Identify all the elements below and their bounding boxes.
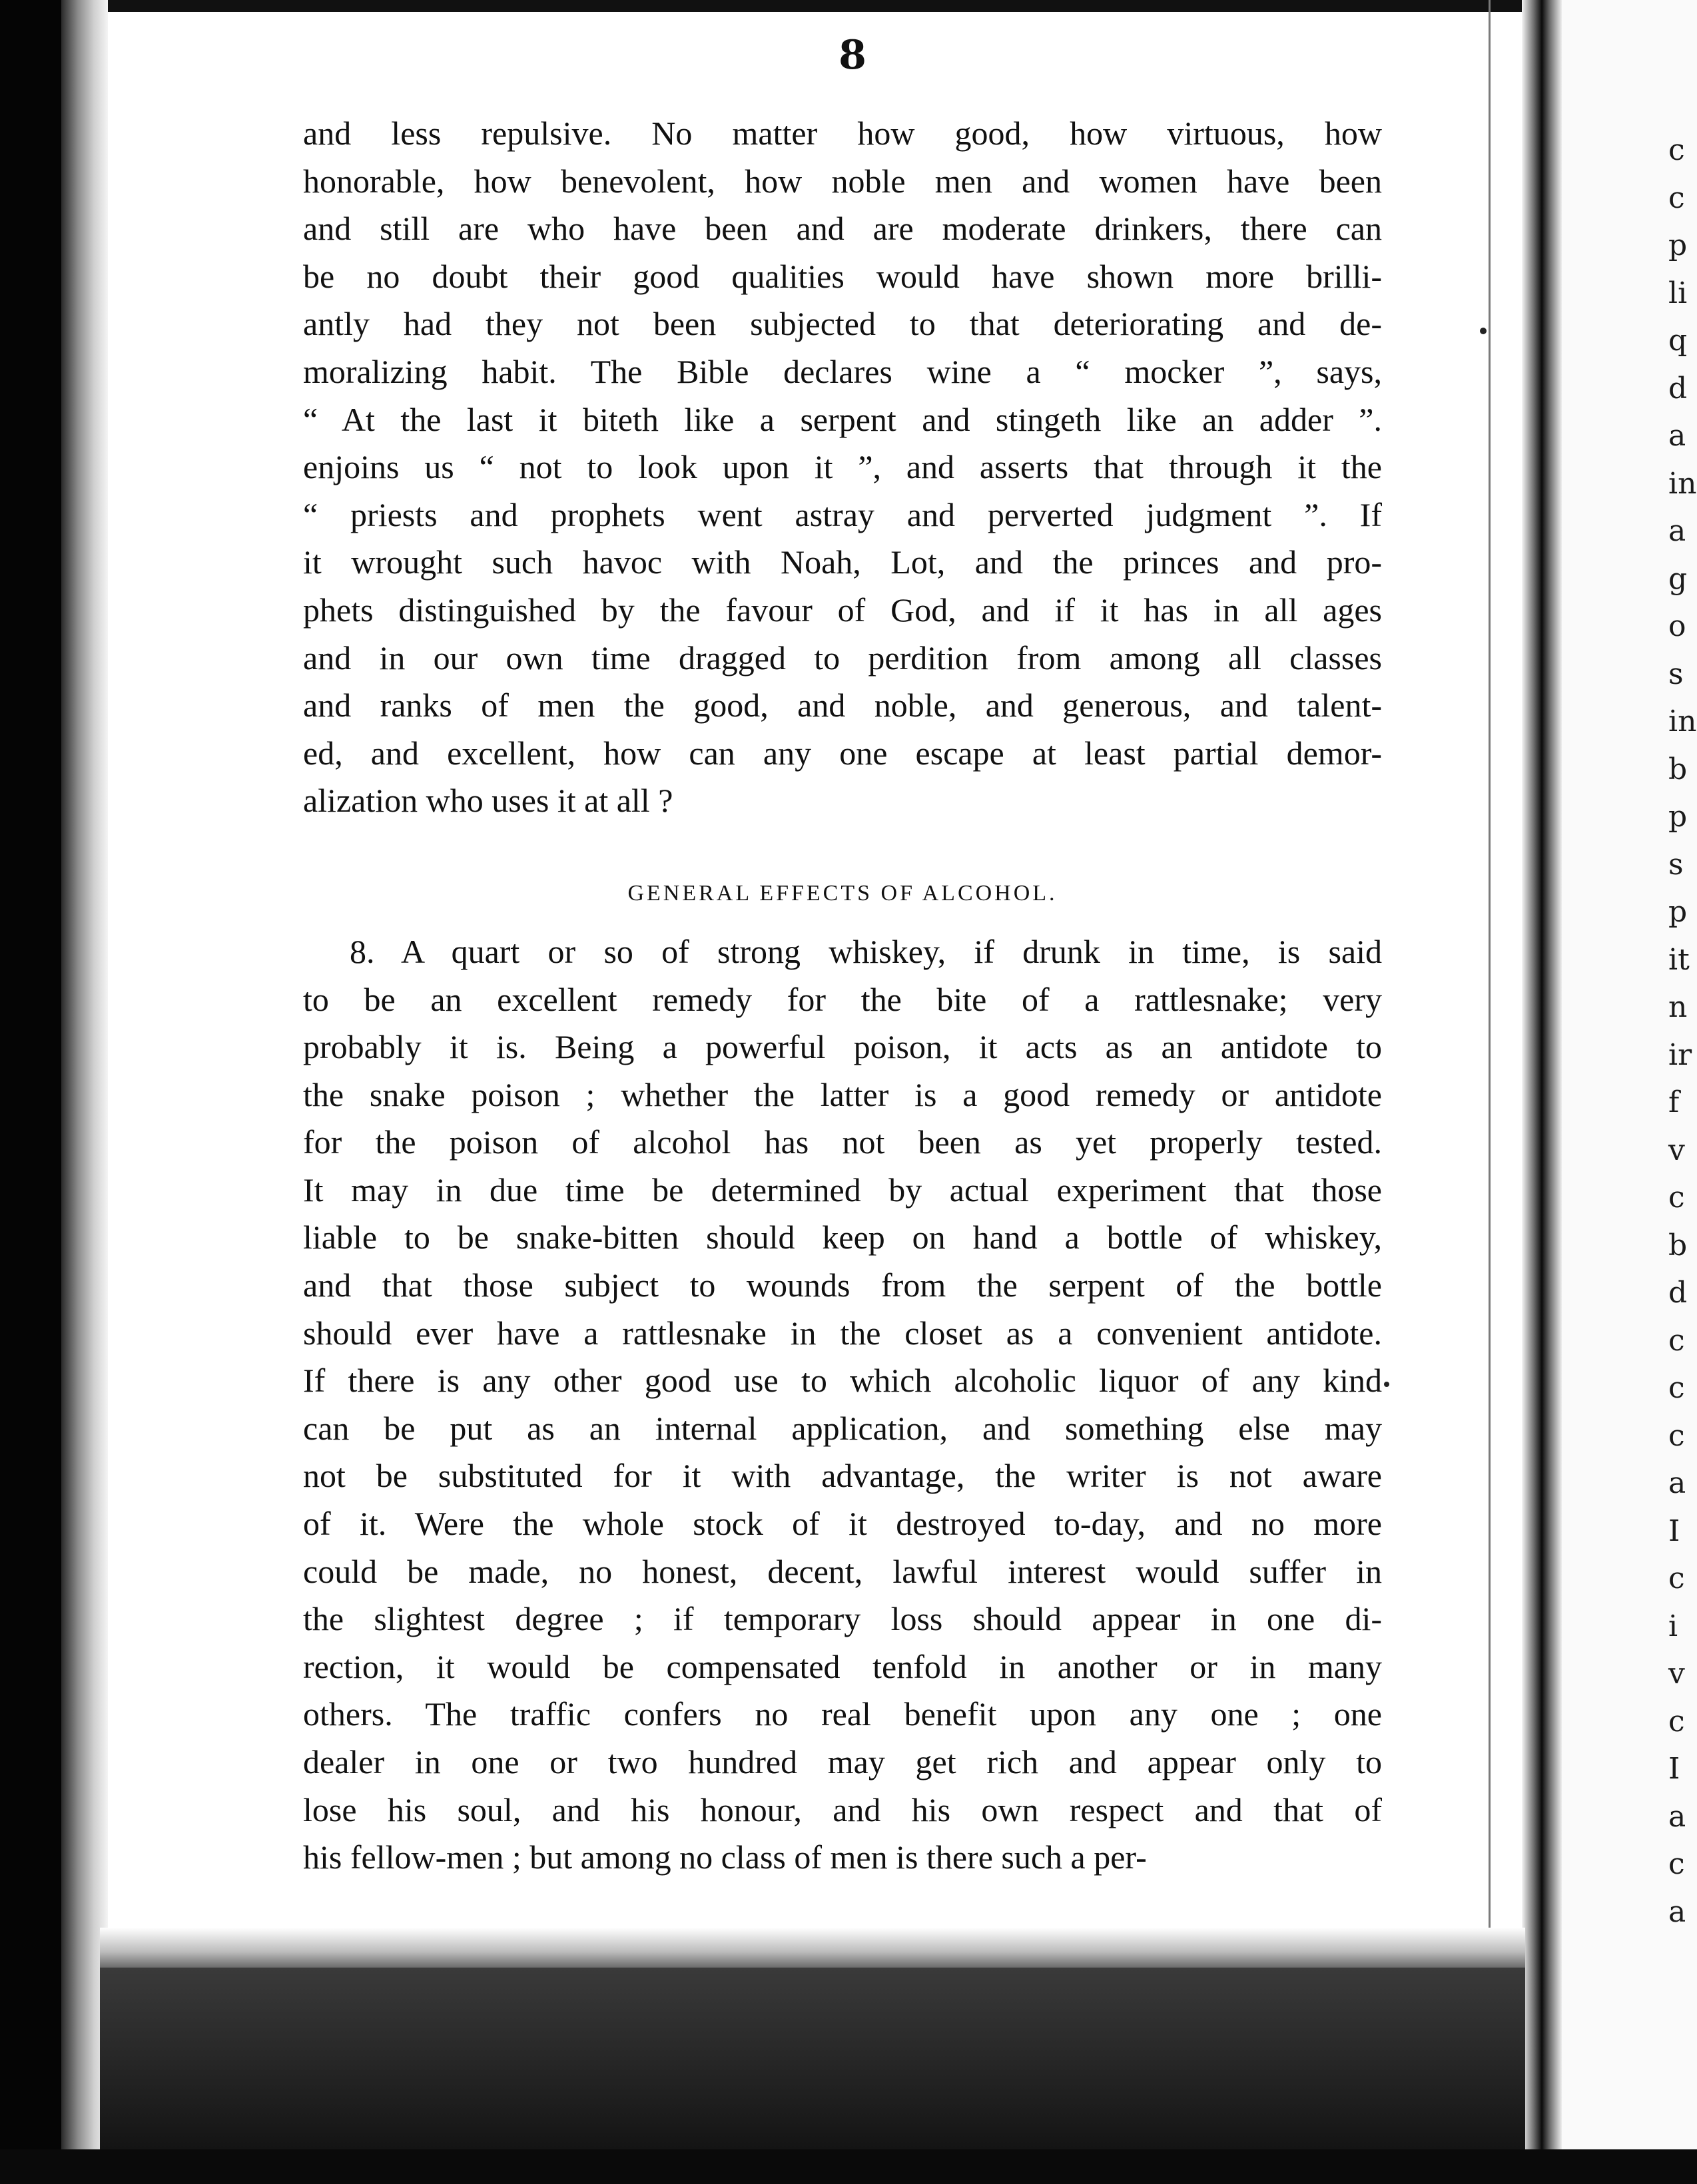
text-line: 8. A quart or so of strong whiskey, if drunk in time, is said	[350, 932, 1382, 970]
text-line: moralizing habit. The Bible declares wine a “ mocker ”, says,	[303, 352, 1382, 390]
text-line: others. The traffic confers no real benefit upon any one ; one	[303, 1695, 1382, 1733]
paragraph-2	[303, 928, 1382, 1882]
next-page-line-fragment: a	[1668, 419, 1686, 453]
next-page-text-fragment	[1668, 127, 1697, 1936]
next-page-line-fragment: I	[1668, 1752, 1680, 1786]
text-line: dealer in one or two hundred may get rich and appear only to	[303, 1743, 1382, 1780]
ink-speck	[1384, 1382, 1389, 1387]
text-line: ed, and excellent, how can any one escape at least partial demor-	[303, 734, 1382, 772]
scan-border-top	[0, 0, 1697, 12]
next-page-line-fragment: s	[1668, 847, 1684, 882]
text-line: phets distinguished by the favour of God, and if it has in all ages	[303, 591, 1382, 629]
ink-speck	[1480, 328, 1487, 334]
page-bottom-shadow	[100, 1928, 1525, 1968]
scan-border-bottom	[0, 2149, 1697, 2184]
text-line: probably it is. Being a powerful poison, it acts as an antidote to	[303, 1028, 1382, 1066]
next-page-line-fragment: q	[1668, 324, 1688, 358]
next-page-line-fragment: c	[1668, 1704, 1685, 1739]
next-page-line-fragment: c	[1668, 1323, 1685, 1358]
next-page-line-fragment: c	[1668, 1418, 1685, 1453]
next-page-line-fragment: n	[1668, 990, 1688, 1024]
next-page-line-fragment: in	[1668, 466, 1697, 501]
text-line: enjoins us “ not to look upon it ”, and asserts that through it the	[303, 448, 1382, 486]
next-page-line-fragment: v	[1668, 1133, 1685, 1167]
page-body	[303, 110, 1382, 1882]
text-line: of it. Were the whole stock of it destroyed to-day, and no more	[303, 1505, 1382, 1543]
text-line: not be substituted for it with advantage, the writer is not aware	[303, 1457, 1382, 1495]
next-page-line-fragment: f	[1668, 1085, 1680, 1119]
text-line: and ranks of men the good, and noble, and generous, and talent-	[303, 686, 1382, 724]
book-gutter	[1522, 0, 1562, 2149]
text-line: and less repulsive. No matter how good, how virtuous, how	[303, 115, 1382, 152]
next-page-line-fragment: o	[1668, 609, 1686, 643]
paragraph-1	[303, 110, 1382, 825]
next-page-line-fragment: I	[1668, 1513, 1680, 1548]
next-page-line-fragment: d	[1668, 1276, 1688, 1310]
text-line: his fellow-men ; but among no class of men is there such a per-	[303, 1838, 1147, 1876]
text-line: “ At the last it biteth like a serpent and stingeth like an adder ”.	[303, 400, 1382, 438]
next-page-line-fragment: a	[1668, 1466, 1686, 1500]
page-fold-line	[1489, 0, 1491, 1971]
page-edge-shadow	[61, 0, 108, 2184]
text-line: could be made, no honest, decent, lawful interest would suffer in	[303, 1552, 1382, 1590]
next-page-line-fragment: p	[1668, 895, 1688, 929]
next-page-line-fragment: d	[1668, 371, 1688, 406]
text-line: rection, it would be compensated tenfold in another or in many	[303, 1647, 1382, 1685]
next-page-line-fragment: ir	[1668, 1037, 1692, 1072]
next-page-line-fragment: c	[1668, 1181, 1685, 1215]
text-line: and still are who have been and are moderate drinkers, there can	[303, 210, 1382, 248]
next-page-line-fragment: a	[1668, 514, 1686, 548]
section-heading: GENERAL EFFECTS OF ALCOHOL.	[627, 880, 1058, 906]
text-line: should ever have a rattlesnake in the closet as a convenient antidote.	[303, 1314, 1382, 1352]
text-line: for the poison of alcohol has not been as yet properly tested.	[303, 1123, 1382, 1161]
text-line: it wrought such havoc with Noah, Lot, and the princes and pro-	[303, 543, 1382, 581]
text-line: be no doubt their good qualities would have shown more brilli-	[303, 257, 1382, 295]
next-page-line-fragment: c	[1668, 1561, 1685, 1595]
next-page-line-fragment: g	[1668, 561, 1688, 596]
next-page-line-fragment: p	[1668, 800, 1688, 834]
text-line: the slightest degree ; if temporary loss should appear in one di-	[303, 1600, 1382, 1638]
next-page-line-fragment: it	[1668, 942, 1690, 977]
next-page-line-fragment: c	[1668, 180, 1685, 215]
next-page-line-fragment: c	[1668, 1371, 1685, 1405]
next-page-line-fragment: a	[1668, 1894, 1686, 1929]
page-bottom-edge	[100, 1968, 1525, 2149]
next-page-line-fragment: i	[1668, 1609, 1678, 1643]
text-line: and in our own time dragged to perdition from among all classes	[303, 639, 1382, 677]
text-line: to be an excellent remedy for the bite of a rattlesnake; very	[303, 980, 1382, 1018]
text-line: and that those subject to wounds from the serpent of the bottle	[303, 1266, 1382, 1304]
next-page-line-fragment: a	[1668, 1799, 1686, 1834]
next-page-line-fragment: c	[1668, 1847, 1685, 1881]
page-number: 8	[839, 32, 866, 79]
text-line: liable to be snake-bitten should keep on hand a bottle of whiskey,	[303, 1219, 1382, 1256]
text-line: “ priests and prophets went astray and perverted judgment ”. If	[303, 495, 1382, 533]
text-line: If there is any other good use to which alcoholic liquor of any kind	[303, 1362, 1382, 1400]
text-line: alization who uses it at all ?	[303, 782, 673, 820]
scan-border-left	[0, 0, 61, 2184]
next-page-line-fragment: v	[1668, 1657, 1685, 1691]
next-page-line-fragment: c	[1668, 133, 1685, 167]
next-page-line-fragment: li	[1668, 276, 1688, 310]
next-page-line-fragment: s	[1668, 657, 1684, 691]
next-page-line-fragment: p	[1668, 228, 1688, 262]
text-line: honorable, how benevolent, how noble men and women have been	[303, 162, 1382, 200]
text-line: can be put as an internal application, and something else may	[303, 1409, 1382, 1447]
text-line: lose his soul, and his honour, and his own respect and that of	[303, 1790, 1382, 1828]
next-page-line-fragment: b	[1668, 1228, 1688, 1262]
text-line: It may in due time be determined by actual experiment that those	[303, 1171, 1382, 1209]
next-page-line-fragment: b	[1668, 752, 1688, 786]
text-line: antly had they not been subjected to that deteriorating and de-	[303, 305, 1382, 343]
text-line: the snake poison ; whether the latter is a good remedy or antidote	[303, 1075, 1382, 1113]
next-page-line-fragment: in	[1668, 704, 1697, 738]
